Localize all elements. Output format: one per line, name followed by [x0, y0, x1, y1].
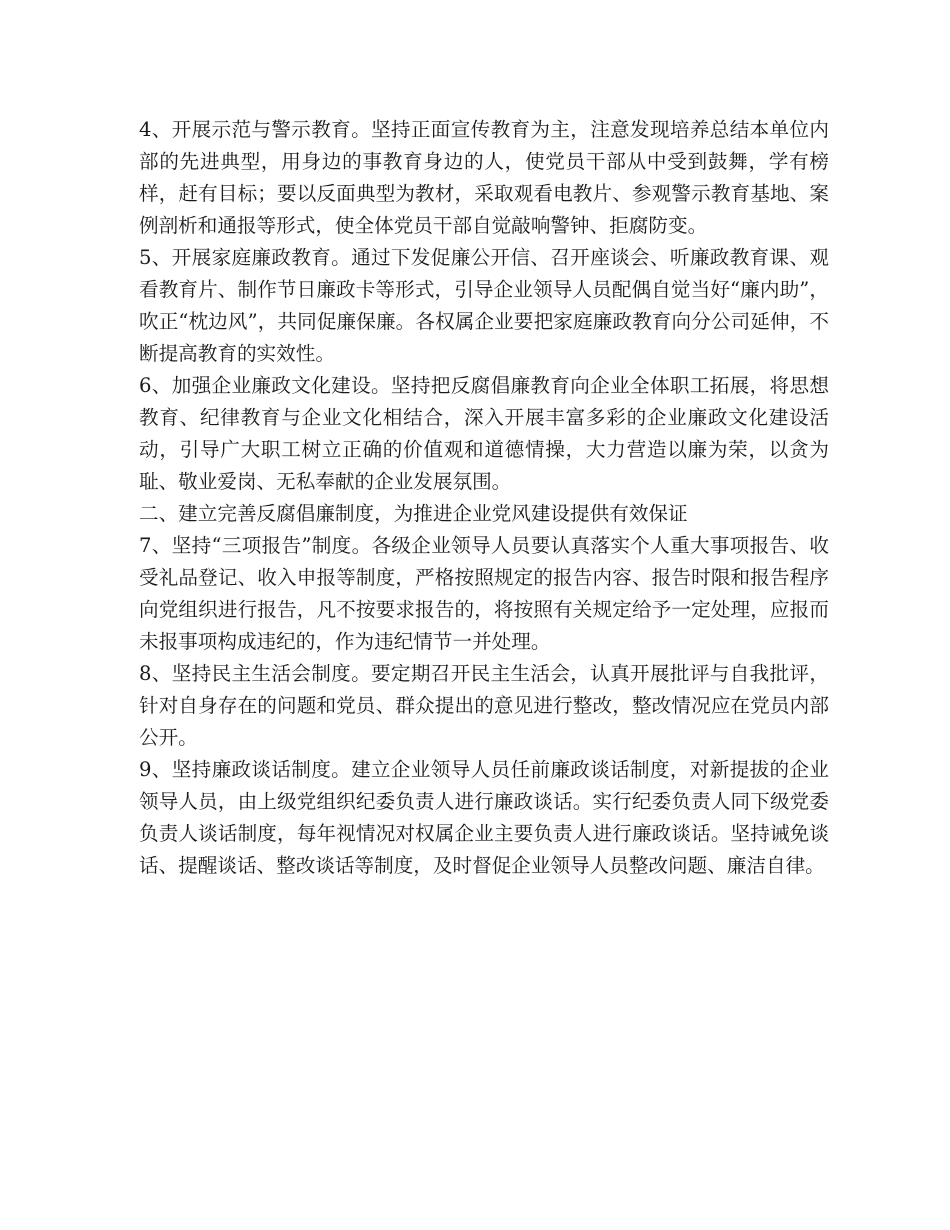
paragraph-item-8: 8、坚持民主生活会制度。要定期召开民主生活会，认真开展批评与自我批评，针对自身存在的问题和党员、群众提出的意见进行整改，整改情况应在党员内部公开。 [139, 662, 829, 749]
paragraph-item-5: 5、开展家庭廉政教育。通过下发促廉公开信、召开座谈会、听廉政教育课、观看教育片、制作节日廉政卡等形式，引导企业领导人员配偶自觉当好“廉内助”，吹正“枕边风”，共同促廉保廉。各权属企业要把家庭廉政教育向分公司延伸，不断提高教育的实效性。 [139, 246, 829, 365]
paragraph-item-4: 4、开展示范与警示教育。坚持正面宣传教育为主，注意发现培养总结本单位内部的先进典型，用身边的事教育身边的人，使党员干部从中受到鼓舞，学有榜样，赶有目标；要以反面典型为教材，采取观看电教片、参观警示教育基地、案例剖析和通报等形式，使全体党员干部自觉敲响警钟、拒腐防变。 [139, 118, 829, 237]
paragraph-item-7: 7、坚持“三项报告”制度。各级企业领导人员要认真落实个人重大事项报告、收受礼品登记、收入申报等制度，严格按照规定的报告内容、报告时限和报告程序向党组织进行报告，凡不按要求报告的，将按照有关规定给予一定处理，应报而未报事项构成违纪的，作为违纪情节一并处理。 [139, 534, 829, 653]
document-body [139, 114, 829, 882]
section-heading-2: 二、建立完善反腐倡廉制度，为推进企业党风建设提供有效保证 [139, 502, 688, 525]
paragraph-item-6: 6、加强企业廉政文化建设。坚持把反腐倡廉教育向企业全体职工拓展，将思想教育、纪律教育与企业文化相结合，深入开展丰富多彩的企业廉政文化建设活动，引导广大职工树立正确的价值观和道德情操，大力营造以廉为荣，以贪为耻、敬业爱岗、无私奉献的企业发展氛围。 [139, 374, 829, 493]
paragraph-item-9: 9、坚持廉政谈话制度。建立企业领导人员任前廉政谈话制度，对新提拔的企业领导人员，由上级党组织纪委负责人进行廉政谈话。实行纪委负责人同下级党委负责人谈话制度，每年视情况对权属企业主要负责人进行廉政谈话。坚持诫免谈话、提醒谈话、整改谈话等制度，及时督促企业领导人员整改问题、廉洁自律。 [139, 758, 829, 877]
